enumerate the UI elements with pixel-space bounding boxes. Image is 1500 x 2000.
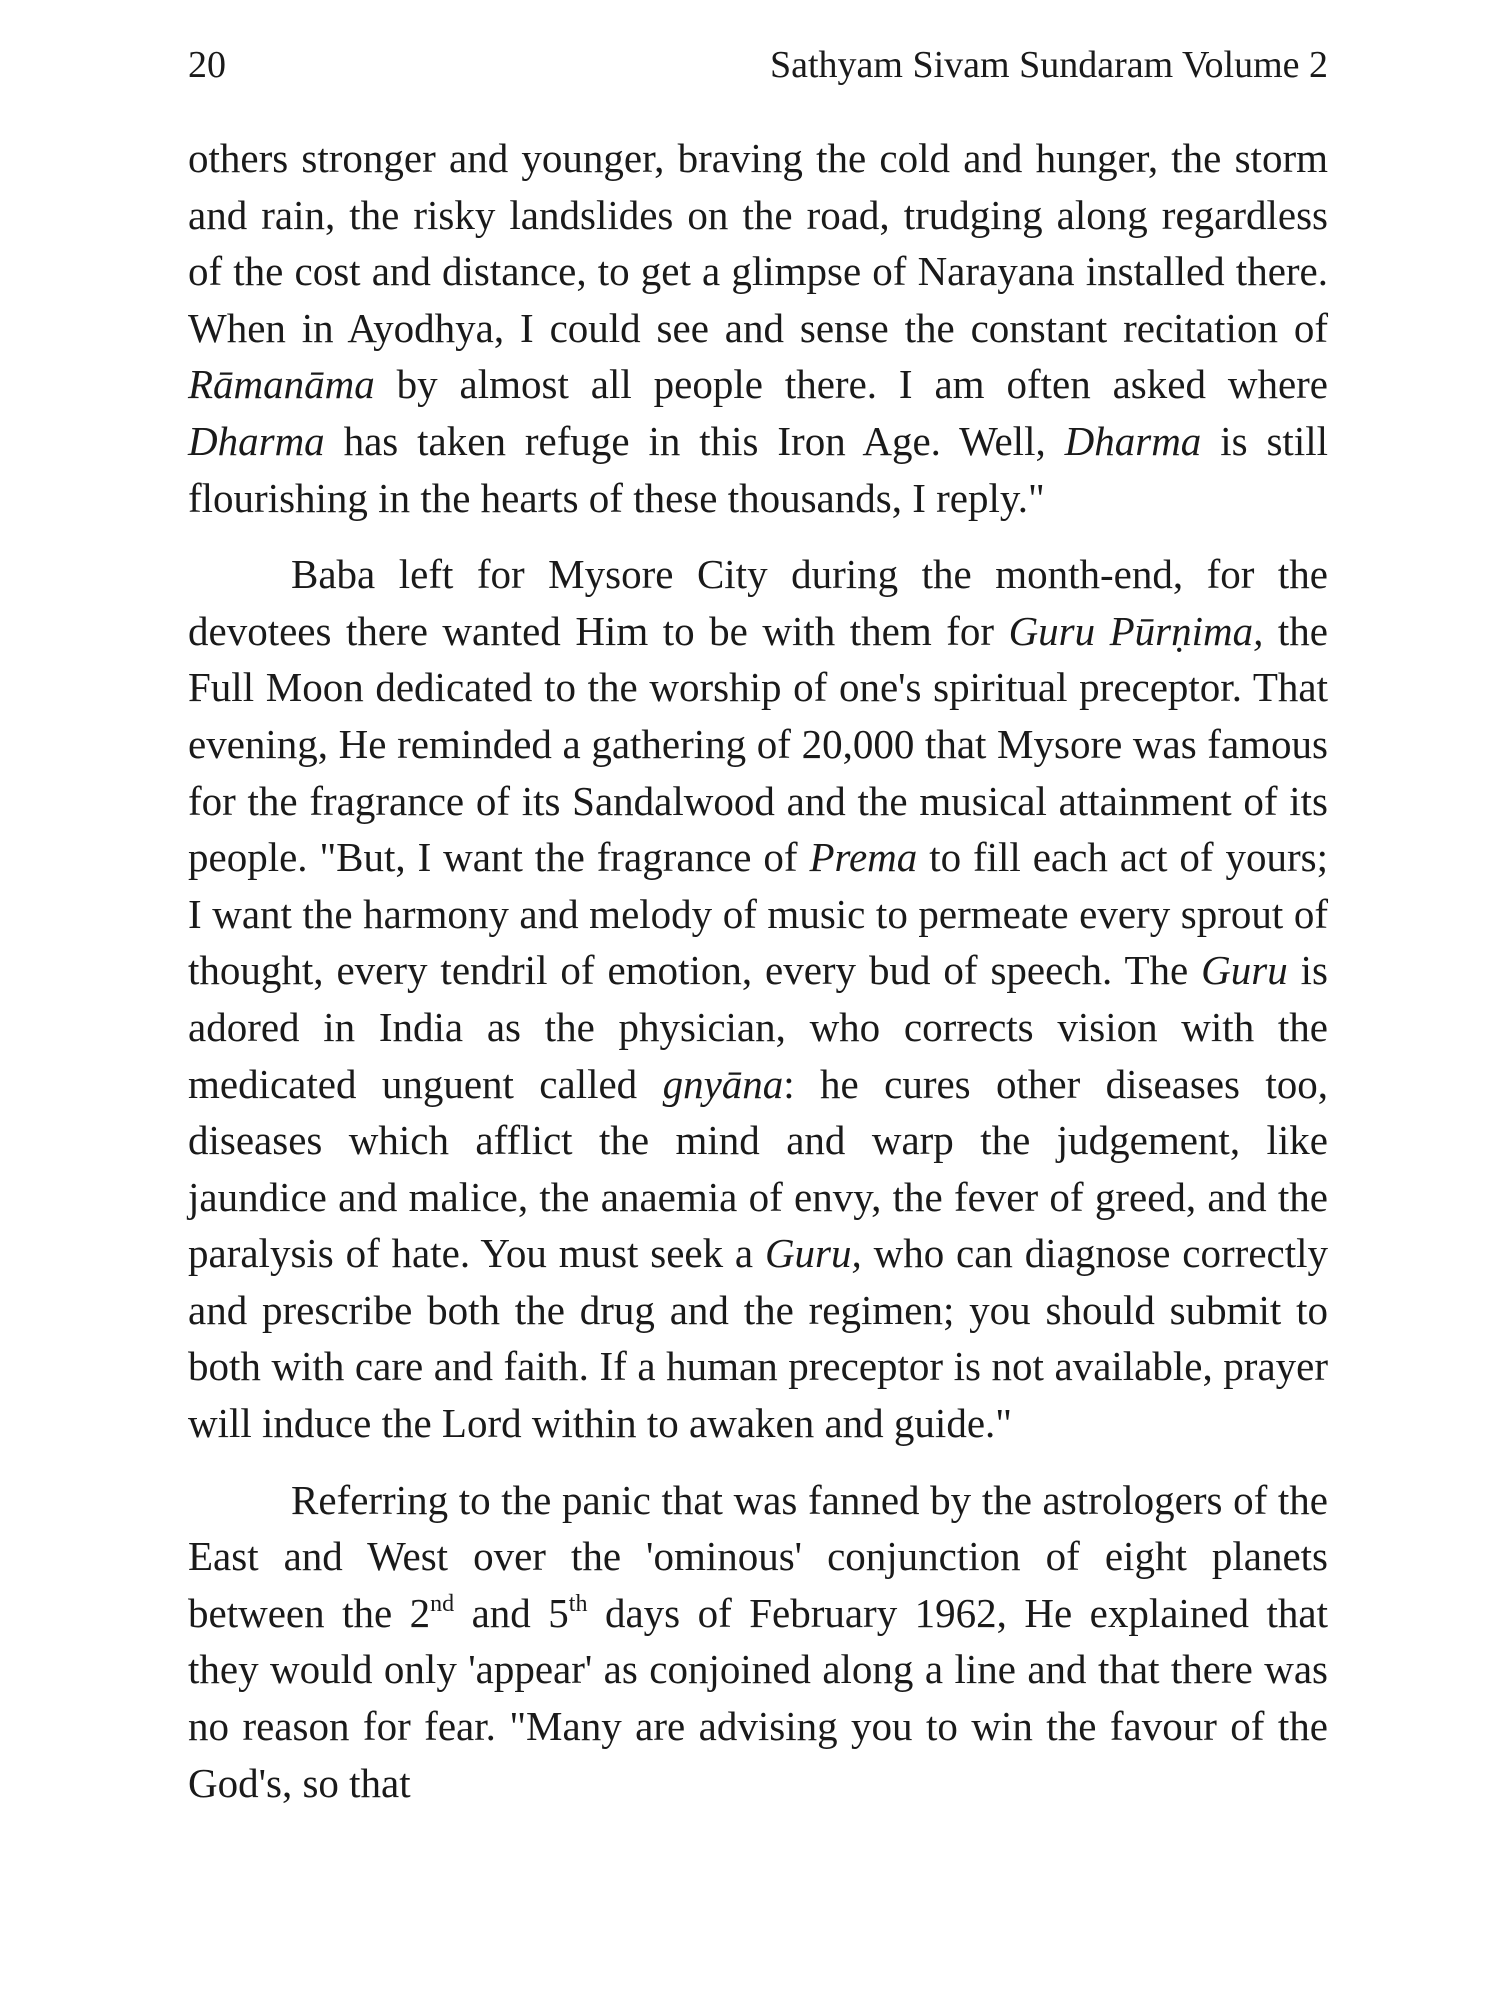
italic-term: gnyāna xyxy=(662,1060,784,1107)
text-run: is adored in India as the physician, who corrects vision with the medicated unguent called xyxy=(188,947,1328,1107)
running-head xyxy=(188,30,1328,100)
text-run: has taken refuge in this Iron Age. Well, xyxy=(324,417,1065,464)
paragraph-1 xyxy=(188,130,1328,526)
italic-term: Guru Pūrṇima, xyxy=(1008,607,1264,654)
italic-term: Rāmanāma xyxy=(188,361,375,408)
text-run: who can diagnose correctly and prescribe both the drug and the regimen; you should submit to both with care and faith. If a human preceptor is not available, prayer will induce the Lord within to awaken and guide." xyxy=(188,1230,1328,1447)
text-run: to fill each act of yours; I want the harmony and melody of music to permeate every sprout of thought, every tendril of emotion, every bud of speech. The xyxy=(188,834,1328,994)
ordinal-suffix: th xyxy=(568,1590,588,1617)
running-title: Sathyam Sivam Sundaram Volume 2 xyxy=(769,44,1328,86)
text-run: : he cures other diseases too, diseases which afflict the mind and warp the judgement, like jaundice and malice, the anaemia of envy, the fever of greed, and the paralysis of hate. You must seek a xyxy=(188,1060,1329,1277)
page-number: 20 xyxy=(188,44,226,86)
text-run: others stronger and younger, braving the cold and hunger, the storm and rain, the risky landslides on the road, trudging along regardless of the cost and distance, to get a glimpse of Narayana installed there. When in Ayodhya, I could see and sense the constant recitation of xyxy=(188,135,1328,351)
text-run: Baba left for Mysore City during the month-end, for the devotees there wanted Him to be with them for xyxy=(188,551,1328,654)
italic-term: Dharma xyxy=(188,417,325,464)
ordinal-suffix: nd xyxy=(430,1590,455,1617)
text-run: the Full Moon dedicated to the worship of one's spiritual preceptor. That evening, He reminded a gathering of 20,000 that Mysore was famous for the fragrance of its Sandalwood and the musical attainment of its people. "But, I want the fragrance of xyxy=(188,607,1328,881)
italic-term: Prema xyxy=(809,834,918,881)
book-page xyxy=(188,30,1328,1831)
paragraph-2 xyxy=(188,546,1328,1452)
text-run: Referring to the panic that was fanned by the astrologers of the East and West over the 'ominous' conjunction of eight planets between the 2 xyxy=(188,1476,1328,1636)
paragraph-3 xyxy=(188,1472,1328,1812)
text-run: is still flourishing in the hearts of these thousands, I reply." xyxy=(188,417,1328,521)
italic-term: Guru, xyxy=(764,1230,862,1277)
italic-term: Guru xyxy=(1201,947,1288,994)
text-run: and 5 xyxy=(454,1589,569,1636)
text-run: by almost all people there. I am often asked where xyxy=(374,361,1328,408)
text-run: days of February 1962, He explained that they would only 'appear' as conjoined along a line and that there was no reason for fear. "Many are advising you to win the favour of the God's, so that xyxy=(188,1589,1329,1806)
italic-term: Dharma xyxy=(1064,417,1202,464)
